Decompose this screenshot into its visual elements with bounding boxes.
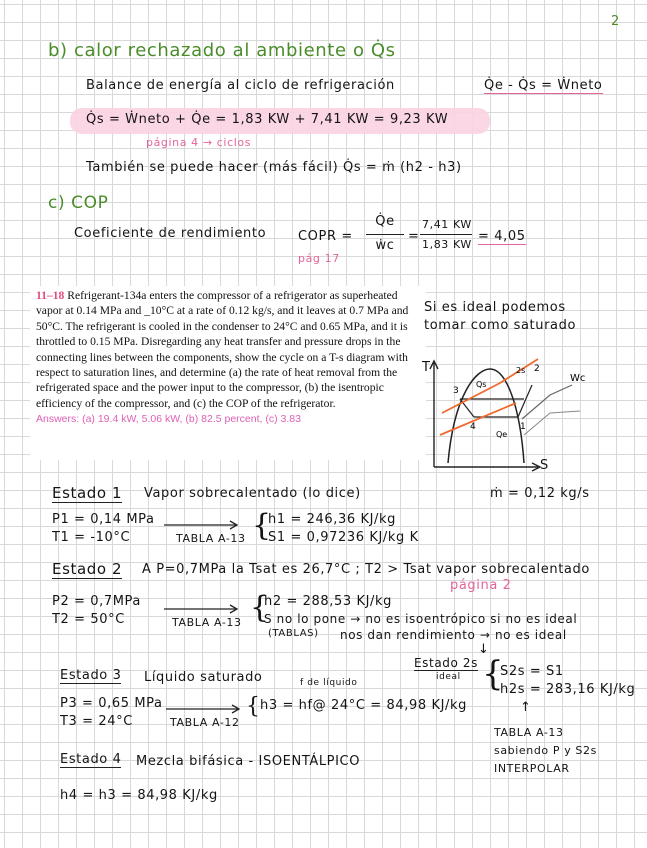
estado1-h: h1 = 246,36 KJ/kg	[268, 512, 397, 527]
label-qs: Qs	[476, 380, 487, 389]
estado1-title	[52, 484, 122, 502]
mass-flow: ṁ = 0,12 kg/s	[490, 486, 590, 501]
page-number: 2	[611, 14, 620, 29]
qs-equation	[86, 112, 448, 127]
frac1-line	[366, 234, 404, 235]
label-2: 2	[534, 364, 540, 374]
coef-label: Coeficiente de rendimiento	[74, 226, 267, 241]
estado2-title	[52, 560, 122, 578]
textbook-problem	[30, 286, 426, 460]
estado3-title-text: Estado 3	[60, 668, 122, 683]
estado1-t: T1 = -10°C	[52, 530, 131, 545]
down-arrow-2s: ↓	[478, 642, 490, 657]
estado2-brace: {	[250, 590, 270, 625]
estado1-arrow	[164, 520, 240, 530]
frac1-den: ẇc	[375, 238, 395, 253]
qs-equation-text: Q̇s = Ẇneto + Q̇e = 1,83 KW + 7,41 KW = 9,23 KW	[86, 112, 449, 127]
page-ref-2: página 2	[450, 578, 512, 593]
estado2-title-text: Estado 2	[52, 560, 123, 578]
alternative-method: También se puede hacer (más fácil) Q̇s = ṁ (h2 - h3)	[86, 160, 462, 175]
energy-balance-equation	[484, 78, 603, 93]
estado1-p: P1 = 0,14 MPa	[52, 512, 155, 527]
label-3: 3	[453, 386, 459, 396]
estado4-title	[60, 752, 121, 767]
work-lines	[524, 411, 580, 435]
problem-number: 11–18	[36, 289, 65, 302]
estado3-desc: Líquido saturado	[144, 670, 263, 685]
side-note-line1: Si es ideal podemos	[424, 300, 566, 315]
estado2s-title	[414, 656, 478, 670]
section-c-title: c) COP	[48, 193, 109, 213]
estado3-p: P3 = 0,65 MPa	[60, 696, 163, 711]
estado3-h: h3 = hf@ 24°C = 84,98 KJ/kg	[260, 698, 467, 713]
cop-result	[478, 229, 526, 244]
estado2-table: TABLA A-13	[172, 616, 242, 629]
page-ref-17: pág 17	[298, 252, 340, 265]
estado2s-s: S2s = S1	[500, 664, 564, 679]
estado1-brace: {	[252, 508, 272, 543]
estado2-t: T2 = 50°C	[52, 612, 125, 627]
estado4-desc: Mezcla bifásica - ISOENTÁLPICO	[136, 754, 361, 769]
label-qe: Qe	[496, 430, 508, 439]
ts-diagram	[420, 355, 600, 475]
estado2-s-note2: nos dan rendimiento → no es ideal	[340, 628, 567, 642]
estado1-s: S1 = 0,97236 KJ/kg K	[268, 530, 419, 545]
cop-lhs: COPR =	[298, 229, 353, 244]
frac2-num: 7,41 KW	[422, 218, 472, 231]
side-note-line2: tomar como saturado	[424, 318, 577, 333]
label-wc: Wc	[570, 373, 586, 384]
frac1-num: Q̇e	[375, 214, 395, 229]
equals-sign: =	[408, 229, 420, 244]
estado2-tables: (TABLAS)	[268, 628, 319, 639]
frac2-den: 1,83 KW	[422, 238, 472, 251]
problem-answers: Answers: (a) 19.4 kW, 5.06 kW, (b) 82.5 percent, (c) 3.83	[36, 413, 301, 426]
section-b-title: b) calor rechazado al ambiente o Q̇s	[48, 40, 396, 61]
energy-balance-eq-text: Q̇e - Q̇s = Ẇneto	[484, 78, 603, 93]
estado3-arrow	[166, 704, 242, 714]
problem-text: Refrigerant-134a enters the compressor of a refrigerator as superheated vapor at 0.14 MPa and _10°C at a rate of 0.12 kg/s, and it leaves at 0.7 MPa and 50°C. The refrigerant is cooled in the condenser to 24°C and 0.65 MPa, and it is throttled to 0.15 MPa. Disregarding any heat transfer and pressure drops in the connecting lines between the components, show the cycle on a T-s diagram with respect to saturation lines, and determine (a) the rate of heat removal from the refrigerated space and the power input to the compressor, (b) the isentropic efficiency of the compressor, and (c) the COP of the refrigerator.	[36, 289, 409, 410]
estado2s-sub: ideal	[436, 672, 461, 682]
estado2s-note3: INTERPOLAR	[494, 762, 570, 775]
up-arrow-2s: ↑	[520, 700, 532, 715]
frac2-line	[420, 234, 472, 235]
estado2-s-note: S no lo pone → no es isoentrópico si no es ideal	[264, 612, 578, 626]
estado2-arrow	[164, 604, 240, 614]
axis-s-label: S	[540, 458, 549, 473]
estado3-title	[60, 668, 121, 683]
estado2s-h: h2s = 283,16 KJ/kg	[500, 682, 636, 697]
estado2-p: P2 = 0,7MPa	[52, 594, 141, 609]
estado4-h: h4 = h3 = 84,98 KJ/kg	[60, 788, 218, 803]
cop-result-text: = 4,05	[478, 229, 526, 244]
label-4: 4	[470, 422, 476, 432]
estado2-h: h2 = 288,53 KJ/kg	[264, 594, 393, 609]
estado3-brace: {	[246, 694, 260, 719]
estado3-t: T3 = 24°C	[60, 714, 133, 729]
estado3-table: TABLA A-12	[170, 716, 240, 729]
estado2s-note1: TABLA A-13	[494, 726, 564, 739]
estado2s-title-text: Estado 2s	[414, 656, 478, 670]
estado3-h-note: f de líquido	[300, 678, 358, 688]
estado2s-note2: sabiendo P y S2s	[494, 744, 597, 757]
estado2-desc: A P=0,7MPa la Tsat es 26,7°C ; T2 > Tsat vapor sobrecalentado	[142, 562, 590, 577]
energy-balance-text: Balance de energía al ciclo de refrigeración	[86, 78, 395, 93]
page-ref-cycles: página 4 → ciclos	[146, 136, 252, 149]
estado1-desc: Vapor sobrecalentado (lo dice)	[144, 486, 361, 501]
estado1-table: TABLA A-13	[176, 532, 246, 545]
estado2s-brace: {	[482, 654, 504, 694]
label-2s: 2s	[516, 366, 526, 375]
label-1: 1	[520, 422, 526, 432]
estado4-title-text: Estado 4	[60, 752, 122, 767]
axis-t-label: T	[422, 360, 431, 375]
estado1-title-text: Estado 1	[52, 484, 123, 502]
